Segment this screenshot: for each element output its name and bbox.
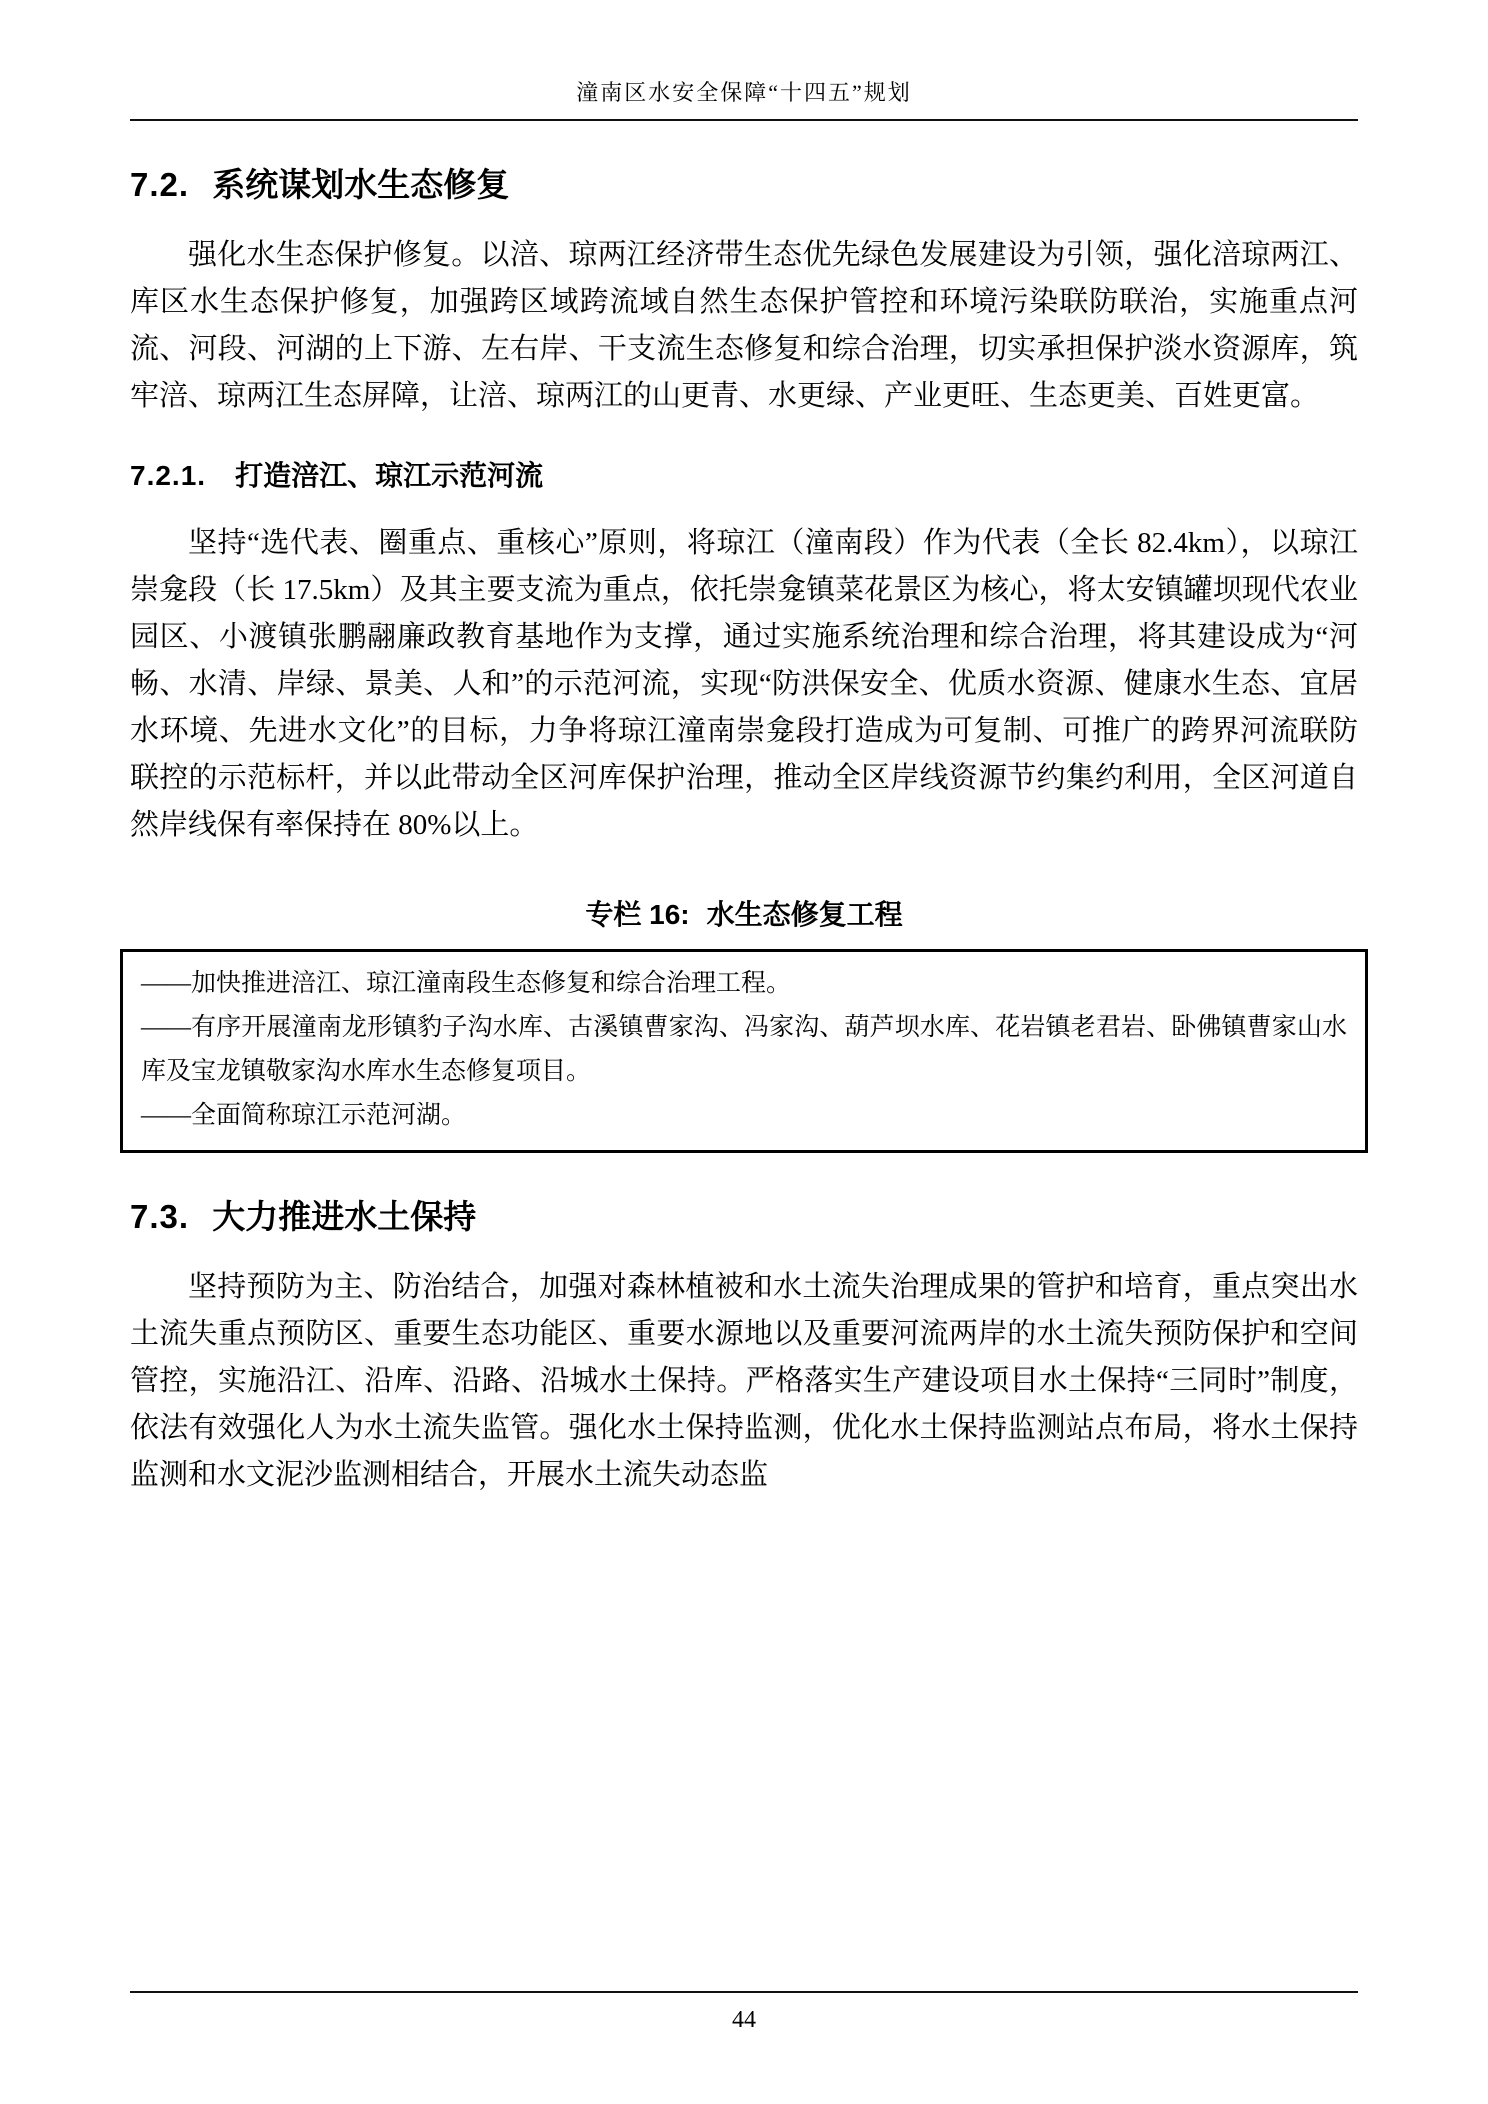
page-number: 44 xyxy=(732,2007,756,2033)
paragraph-soil-water-conservation: 坚持预防为主、防治结合，加强对森林植被和水土流失治理成果的管护和培育，重点突出水土流失重点预防区、重要生态功能区、重要水源地以及重要河流两岸的水土流失预防保护和空间管控，实施沿江、沿库、沿路、沿城水土保持。严格落实生产建设项目水土保持“三同时”制度，依法有效强化人为水土流失监管。强化水土保持监测，优化水土保持监测站点布局，将水土保持监测和水文泥沙监测相结合，开展水土流失动态监 xyxy=(130,1271,1358,1491)
box-item-3: ——全面简称琼江示范河湖。 xyxy=(141,1102,467,1129)
page-content xyxy=(130,159,1358,1499)
section-7-2-1-heading xyxy=(130,454,1358,494)
box-16-title-text: 水生态修复工程 xyxy=(706,900,903,931)
section-7-2-title: 系统谋划水生态修复 xyxy=(212,166,510,203)
section-7-2-number: 7.2. xyxy=(130,166,190,203)
box-16-projects xyxy=(120,949,1368,1153)
section-7-2-1-title: 打造涪江、琼江示范河流 xyxy=(235,461,544,492)
box-16-label: 专栏 16: xyxy=(585,899,690,930)
box-item-1: ——加快推进涪江、琼江潼南段生态修复和综合治理工程。 xyxy=(141,970,792,997)
section-7-3-number: 7.3. xyxy=(130,1198,190,1235)
section-7-3-title: 大力推进水土保持 xyxy=(212,1198,477,1235)
paragraph-demonstration-rivers: 坚持“选代表、圈重点、重核心”原则，将琼江（潼南段）作为代表（全长 82.4km），以琼江崇龛段（长 17.5km）及其主要支流为重点，依托崇龛镇菜花景区为核心，将太安镇罐坝现代农业园区、小渡镇张鹏翮廉政教育基地作为支撑，通过实施系统治理和综合治理，将其建设成为“河畅、水清、岸绿、景美、人和”的示范河流，实现“防洪保安全、优质水资源、健康水生态、宜居水环境、先进水文化”的目标，力争将琼江潼南崇龛段打造成为可复制、可推广的跨界河流联防联控的示范标杆，并以此带动全区河库保护治理，推动全区岸线资源节约集约利用，全区河道自然岸线保有率保持在 80%以上。 xyxy=(130,527,1358,841)
page-header xyxy=(130,76,1358,121)
box-16-title xyxy=(130,893,1358,933)
section-7-2-1-number: 7.2.1. xyxy=(130,460,207,491)
section-7-2-heading xyxy=(130,159,1358,206)
paragraph-water-ecology-restoration: 强化水生态保护修复。以涪、琼两江经济带生态优先绿色发展建设为引领，强化涪琼两江、库区水生态保护修复，加强跨区域跨流域自然生态保护管控和环境污染联防联治，实施重点河流、河段、河湖的上下游、左右岸、干支流生态修复和综合治理，切实承担保护淡水资源库，筑牢涪、琼两江生态屏障，让涪、琼两江的山更青、水更绿、产业更旺、生态更美、百姓更富。 xyxy=(130,239,1358,412)
section-7-3-heading xyxy=(130,1191,1358,1238)
page-footer xyxy=(130,1991,1358,2034)
document-title: 潼南区水安全保障“十四五”规划 xyxy=(576,80,912,105)
box-item-2: ——有序开展潼南龙形镇豹子沟水库、古溪镇曹家沟、冯家沟、葫芦坝水库、花岩镇老君岩、卧佛镇曹家山水库及宝龙镇敬家沟水库水生态修复项目。 xyxy=(141,1014,1347,1085)
